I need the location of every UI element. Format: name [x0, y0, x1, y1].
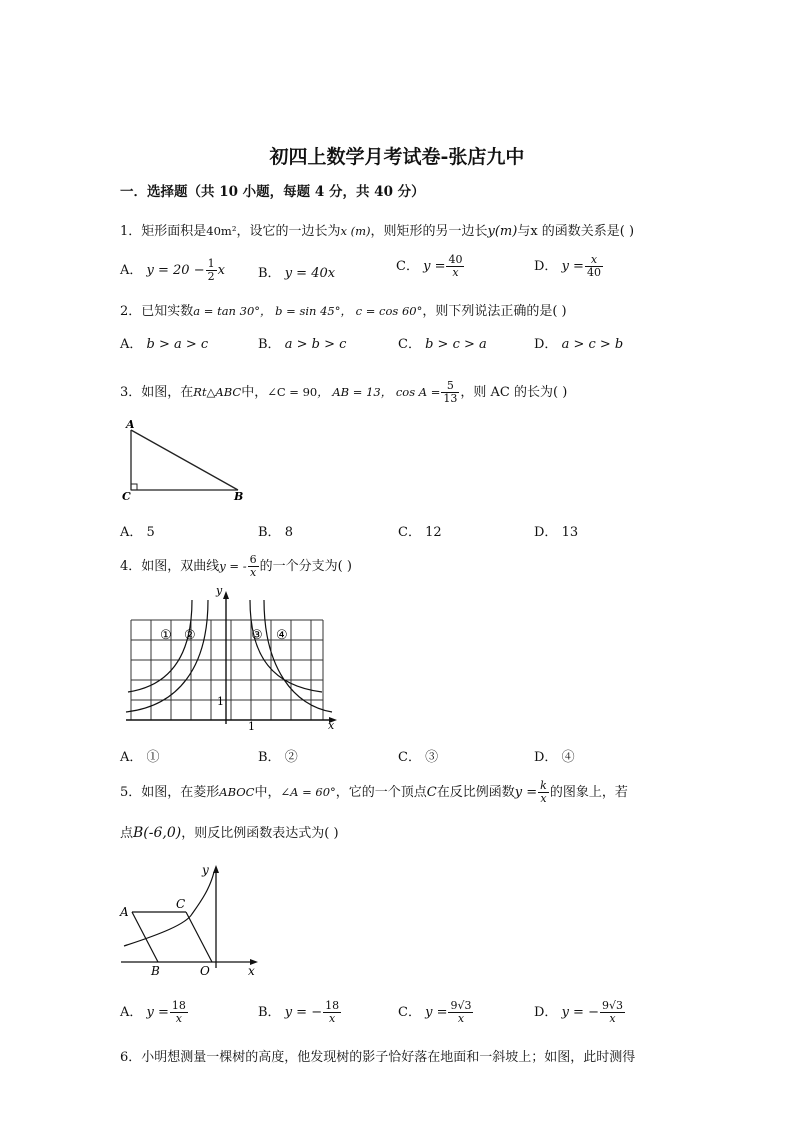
label-a: A	[120, 905, 129, 919]
q4-fraction: $\frac{6}{x}$	[249, 553, 257, 579]
option-label: A．	[120, 263, 143, 278]
q1-option-b[interactable]	[258, 262, 335, 281]
q5-rhombus-figure	[116, 860, 266, 980]
option-label: C．	[396, 259, 419, 274]
option-lhs: y = 20 −	[146, 263, 205, 278]
branch-1-label: ①	[160, 628, 172, 643]
q1-option-c[interactable]	[396, 254, 465, 279]
label-a: A	[126, 418, 135, 431]
q1-area: 40m²	[206, 224, 237, 238]
q4-option-b[interactable]: B． ②	[258, 750, 298, 765]
q5-fraction: $\frac{k}{x}$	[540, 779, 547, 805]
q1-text-1: 1．矩形面积是	[120, 224, 207, 239]
option-fraction: $\frac{1}{2}$	[207, 257, 215, 283]
section-heading: 一．选择题（共 10 小题，每题 4 分，共 40 分）	[120, 184, 425, 200]
q2-option-c[interactable]: C． b > c > a	[398, 337, 487, 352]
q3-triangle-figure	[118, 416, 258, 506]
q3-option-a[interactable]: A． 5	[120, 525, 155, 540]
q2-option-a[interactable]: A． b > a > c	[120, 337, 209, 352]
q3-triangle: Rt△ABC	[193, 385, 242, 399]
question-6: 6．小明想测量一棵树的高度，他发现树的影子恰好落在地面和一斜坡上；如图，此时测得	[120, 1050, 636, 1065]
unit-label-horizontal: 1	[248, 720, 255, 733]
question-5-line-2: 点B(-6,0)，则反比例函数表达式为( )	[120, 825, 339, 841]
option-expr: y = 40x	[284, 266, 336, 281]
q3-angle: ∠C = 90	[267, 385, 318, 399]
q1-option-d[interactable]	[534, 254, 604, 279]
q5-option-c[interactable]: C． y = $\frac{9√3}{x}$	[398, 999, 472, 1025]
branch-3-label: ③	[251, 628, 263, 643]
q5-option-d[interactable]: D． y = − $\frac{9√3}{x}$	[534, 999, 623, 1025]
label-c: C	[122, 490, 131, 503]
label-o: O	[200, 964, 210, 978]
option-label: B．	[258, 266, 281, 281]
q2-option-b[interactable]: B． a > b > c	[258, 337, 347, 352]
branch-4-label: ④	[276, 628, 288, 643]
question-2	[120, 300, 567, 319]
q4-hyperbola-figure	[118, 588, 348, 734]
q2-text-1: 2．已知实数	[120, 304, 194, 319]
axis-x-label: x	[328, 719, 335, 732]
unit-label-vertical: 1	[217, 695, 224, 708]
label-b: B	[234, 490, 244, 503]
option-fraction: $\frac{x}{40}$	[586, 253, 601, 279]
q3-option-c[interactable]: C． 12	[398, 525, 442, 540]
q4-option-d[interactable]: D． ④	[534, 750, 575, 765]
question-3: 3．如图，在Rt△ABC中，∠C = 90， AB = 13， cos A = $\frac{5}{13}$ ，则 AC 的长为( )	[120, 379, 568, 405]
axis-y-label: y	[202, 863, 209, 877]
q4-option-c[interactable]: C． ③	[398, 750, 439, 765]
question-5: 5．如图，在菱形ABOC中，∠A = 60°，它的一个顶点C在反比例函数y = $\frac{k}{x}$ 的图象上，若	[120, 779, 628, 805]
option-lhs: y =	[423, 259, 446, 274]
q1-text-2: ，设它的一边长为	[236, 224, 341, 239]
axis-x-label: x	[248, 964, 255, 978]
q1-ym: y(m)	[487, 224, 518, 239]
q3-fraction: $\frac{5}{13}$	[443, 379, 458, 405]
q5-option-b[interactable]: B． y = − $\frac{18}{x}$	[258, 999, 340, 1025]
q4-option-a[interactable]: A． ①	[120, 750, 160, 765]
q2-text-2: ，则下列说法正确的是( )	[422, 304, 567, 319]
question-1	[120, 220, 634, 239]
option-fraction: $\frac{40}{x}$	[448, 253, 463, 279]
option-lhs: y =	[561, 259, 584, 274]
q3-option-b[interactable]: B． 8	[258, 525, 293, 540]
label-b: B	[151, 964, 160, 978]
q5-option-a[interactable]: A． y = $\frac{18}{x}$	[120, 999, 186, 1025]
q1-text-4: 与x 的函数关系是( )	[517, 224, 635, 239]
branch-2-label: ②	[184, 628, 196, 643]
q2-expr: a = tan 30°， b = sin 45°， c = cos 60°	[193, 304, 423, 318]
q1-option-a[interactable]	[120, 258, 225, 283]
question-4: 4．如图，双曲线y = - $\frac{6}{x}$ 的一个分支为( )	[120, 553, 352, 579]
page-title: 初四上数学月考试卷-张店九中	[269, 146, 525, 168]
option-label: D．	[534, 259, 558, 274]
q1-text-3: ，则矩形的另一边长	[370, 224, 488, 239]
q2-option-d[interactable]: D． a > c > b	[534, 337, 624, 352]
q3-option-d[interactable]: D． 13	[534, 525, 579, 540]
q1-xm: x (m)	[340, 224, 371, 238]
option-rhs: x	[217, 263, 225, 278]
axis-y-label: y	[216, 588, 223, 597]
label-c: C	[176, 897, 186, 911]
